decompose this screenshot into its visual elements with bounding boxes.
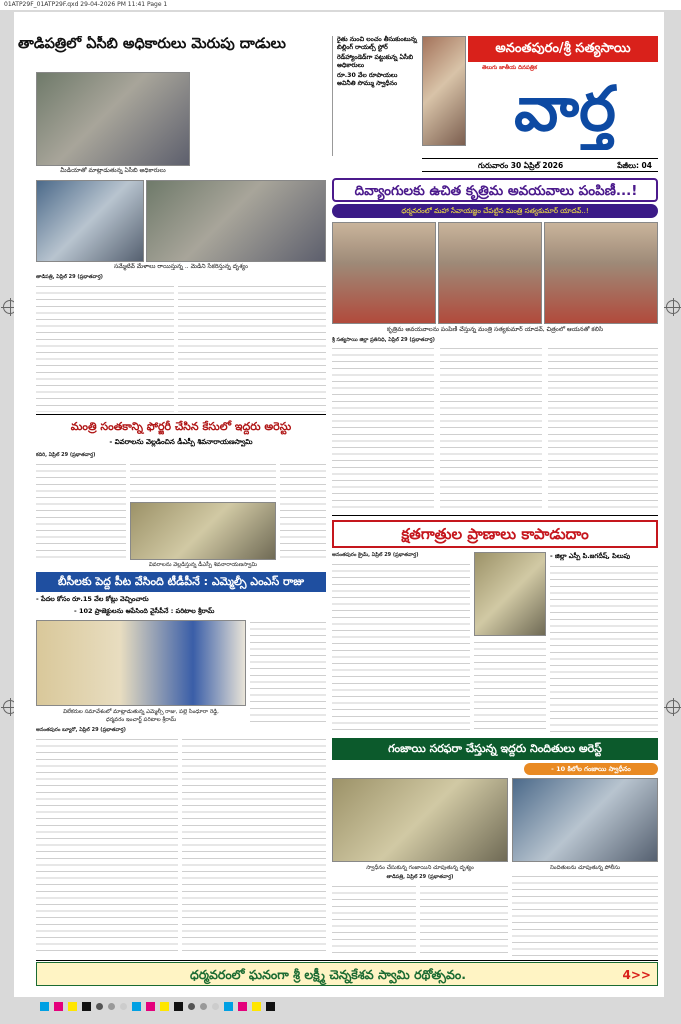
dot	[212, 1003, 219, 1010]
masthead-dateline-bar	[422, 158, 658, 172]
side-note-3: రూ.30 వేల రూపాయలు అవినీతి సొమ్ము స్వాధీనం	[337, 72, 398, 87]
lead-column-2	[440, 346, 542, 512]
lead-subhead: ధర్మవరంలో మహా సేవాయజ్ఞం చేపట్టిన మంత్రి సత్యకుమార్ యాదవ్..!	[332, 204, 658, 218]
lead-photo-3	[544, 222, 658, 324]
registration-mark-right-lower	[666, 700, 680, 714]
tdp-headline-bar	[36, 572, 326, 592]
arrest-photo	[130, 502, 276, 560]
tdp-subhead-1: - పేదల కోసం రూ.15 వేల కోట్లు వెచ్చించారు	[36, 595, 149, 603]
arrest-headline: మంత్రి సంతకాన్ని ఫోర్జరీ చేసిన కేసులో ఇద్దరు అరెస్టు	[70, 420, 292, 433]
ganja-column-3	[512, 874, 658, 956]
injured-headline: క్షతగాత్రుల ప్రాణాలు కాపాడుదాం	[401, 525, 589, 543]
tdp-photo-caption-2: ధర్మవరం ఇంచార్జ్ పరిటాల శ్రీరామ్	[105, 717, 177, 723]
divider	[36, 414, 326, 415]
ganja-dateline: తాడిపత్రి, ఏప్రిల్ 29 (ప్రభాతవార్త)	[386, 874, 454, 880]
top-story-column-1	[36, 284, 174, 412]
masthead-date: గురువారం 30 ఏప్రిల్ 2026	[478, 161, 564, 170]
arrest-column-3	[280, 462, 326, 562]
lead-headline-box	[332, 178, 658, 202]
ganja-photo-2	[512, 778, 658, 862]
top-story-dateline: తాడిపత్రి, ఏప్రిల్ 29 (ప్రభాతవార్త)	[36, 274, 103, 280]
dot	[188, 1003, 195, 1010]
tdp-dateline: అనంతపురం బ్యూరో, ఏప్రిల్ 29 (ప్రభాతవార్త)	[36, 727, 126, 733]
injured-column-3	[550, 564, 658, 734]
newspaper-page	[14, 12, 664, 997]
arrest-subhead: - వివరాలను వెల్లడించిన డీఎస్పీ శివనారాయణస్వామి	[109, 438, 253, 446]
side-note-1: రైతు నుంచి లంచం తీసుకుంటున్న బిల్లింగ్ రాయల్స్ స్టోర్	[337, 36, 417, 51]
ganja-headline: గంజాయి సరఫరా చేస్తున్న ఇద్దరు నిందితులు అరెస్ట్	[388, 742, 602, 755]
top-story-photo-2-caption: సమ్మేటివ్ మేళాలు రాయిస్తున్న .. మెడిని సేకరిస్తున్న దృశ్యం	[114, 263, 248, 270]
injured-headline-box	[332, 520, 658, 548]
tdp-headline: బీసీలకు పెద్ద పీట వేసింది టీడీపీనే : ఎమ్మెల్సీ ఎంఎస్ రాజు	[57, 575, 304, 588]
top-story-sidebar	[332, 36, 418, 156]
top-story-photo-1-caption: మీడియాతో మాట్లాడుతున్న ఏసీబి అధికారులు	[60, 167, 166, 174]
divider	[36, 960, 658, 961]
ganja-subhead: - 10 కిలోల గంజాయి స్వాధీనం	[524, 763, 658, 775]
top-story-photo-1	[36, 72, 190, 166]
dot	[96, 1003, 103, 1010]
top-story-photo-2a	[36, 180, 144, 262]
magenta-swatch	[238, 1002, 247, 1011]
registration-mark-right	[666, 300, 680, 314]
bottom-banner	[36, 962, 658, 986]
ganja-photo-2-caption: నిందితులను చూపుతున్న పోలీసు	[549, 865, 621, 871]
tdp-column-2	[182, 737, 326, 957]
bottom-banner-text: ధర్మవరంలో ఘనంగా శ్రీ లక్ష్మీ చెన్నకేశవ స్వామి రథోత్సవం.	[190, 967, 466, 982]
ganja-photo-1-caption: స్వాధీనం చేసుకున్న గంజాయిని చూపుతున్న దృశ్యం	[366, 865, 474, 871]
cyan-swatch	[132, 1002, 141, 1011]
lead-headline: దివ్యాంగులకు ఉచిత కృత్రిమ అవయవాలు పంపిణీ...!	[354, 183, 638, 199]
yellow-swatch	[68, 1002, 77, 1011]
top-story-column-2	[178, 284, 326, 412]
ganja-headline-bar	[332, 738, 658, 760]
masthead-region: అనంతపురం/శ్రీ సత్యసాయి	[468, 36, 658, 62]
masthead-title: వార్త	[514, 72, 616, 145]
magenta-swatch	[146, 1002, 155, 1011]
top-story-photo-2b	[146, 180, 326, 262]
injured-sp-photo	[474, 552, 546, 636]
print-header: 01ATP29F_01ATP29F.qxd 29-04-2026 PM 11:41 Page 1	[0, 0, 681, 10]
arrest-column-2	[130, 462, 276, 500]
arrest-photo-caption: వివరాలను వెల్లడిస్తున్న డీఎస్పీ శివనారాయణస్వామి	[148, 562, 258, 568]
color-calibration-strip	[40, 1001, 640, 1011]
masthead-deity-photo	[422, 36, 466, 146]
tdp-column-right	[250, 620, 326, 724]
injured-dateline: అనంతపురం క్రైమ్, ఏప్రిల్ 29 (ప్రభాతవార్త)	[332, 552, 419, 558]
dot	[108, 1003, 115, 1010]
black-swatch	[174, 1002, 183, 1011]
lead-column-1	[332, 346, 434, 512]
yellow-swatch	[252, 1002, 261, 1011]
lead-photo-2	[438, 222, 542, 324]
tdp-photo	[36, 620, 246, 706]
black-swatch	[266, 1002, 275, 1011]
top-story-body	[194, 72, 324, 172]
tdp-subhead-2: - 102 ప్రాజెక్టులను ఆపేసింది వైసీపీనే : పరిటాల శ్రీరామ్	[74, 607, 215, 615]
lead-photo-1	[332, 222, 436, 324]
black-swatch	[82, 1002, 91, 1011]
masthead-tagline: తెలుగు జాతీయ దినపత్రిక	[482, 65, 537, 71]
injured-column-2	[474, 640, 546, 734]
arrest-dateline: కదిరి, ఏప్రిల్ 29 (ప్రభాతవార్త)	[36, 452, 96, 458]
side-note-2: రెడ్‌హ్యాండెడ్‌గా పట్టుకున్న ఏసీబి అధికారులు	[337, 54, 414, 69]
injured-column-1	[332, 562, 470, 734]
bottom-banner-page-ref[interactable]: 4>>	[622, 968, 651, 982]
lead-dateline: శ్రీ సత్యసాయి జిల్లా ప్రతినిధి, ఏప్రిల్ 29 (ప్రభాతవార్త)	[332, 337, 435, 343]
masthead	[422, 36, 658, 156]
magenta-swatch	[54, 1002, 63, 1011]
arrest-column-1	[36, 462, 126, 562]
cyan-swatch	[40, 1002, 49, 1011]
cyan-swatch	[224, 1002, 233, 1011]
masthead-page-count: పేజీలు: 04	[617, 161, 652, 170]
injured-subhead: - జిల్లా ఎస్పీ పి.జగదీష్, పిలుపు	[550, 552, 631, 560]
dot	[120, 1003, 127, 1010]
divider	[332, 515, 658, 516]
tdp-column-1	[36, 737, 178, 957]
ganja-column-1	[332, 884, 416, 956]
tdp-photo-caption: విలేకరుల సమావేశంలో మాట్లాడుతున్న ఎమ్మెల్సీ రాజు, పల్లె సింధూరా రెడ్డి,	[63, 709, 219, 715]
lead-photo-caption: కృత్రిమ అవయవాలను పంపిణీ చేస్తున్న మంత్రి సత్యకుమార్ యాదవ్, చిత్రంలో ఆయనతో కలిసి	[386, 326, 604, 333]
ganja-column-2	[420, 884, 508, 956]
yellow-swatch	[160, 1002, 169, 1011]
dot	[200, 1003, 207, 1010]
lead-column-3	[548, 346, 658, 512]
top-story-headline: తాడిపత్రిలో ఏసీబి అధికారులు మెరుపు దాడులు	[18, 36, 286, 52]
ganja-photo-1	[332, 778, 508, 862]
